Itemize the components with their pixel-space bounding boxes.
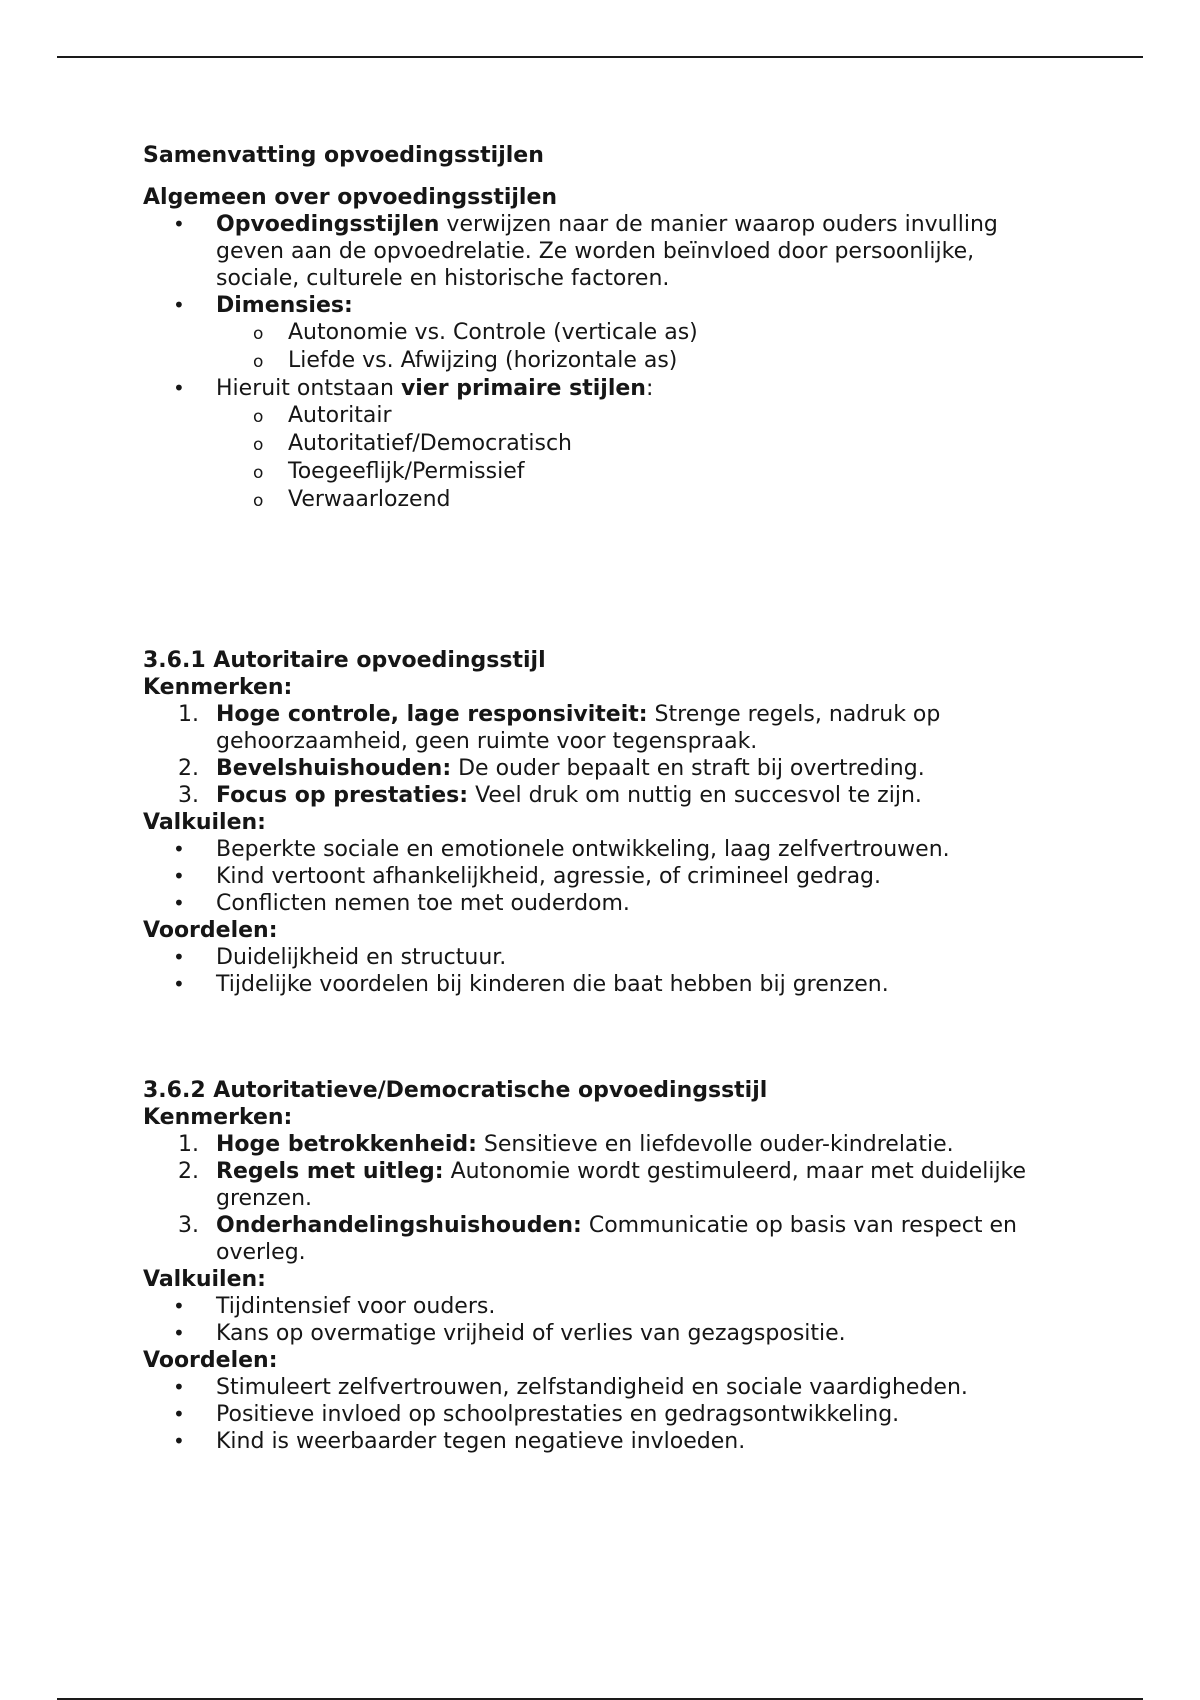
section-3-6-1 <box>143 647 1043 998</box>
kenmerk-item <box>143 755 1043 782</box>
bullet-marker: • <box>173 837 185 861</box>
bullet-marker: • <box>173 891 185 915</box>
kenmerken-label: Kenmerken: <box>143 1105 293 1130</box>
bullet-marker: • <box>173 1294 185 1318</box>
sub-marker: o <box>253 491 264 511</box>
bullet-marker: • <box>173 376 185 400</box>
bullet-text: Hieruit ontstaan <box>216 376 401 401</box>
valkuil-text: Tijdintensief voor ouders. <box>216 1294 496 1319</box>
bullet-marker: • <box>173 1375 185 1399</box>
kenmerk-text: overleg. <box>216 1240 306 1265</box>
term-vier-stijlen: vier primaire stijlen <box>400 376 646 401</box>
voordeel-item <box>143 1374 1043 1401</box>
sub-list-item <box>143 458 1043 486</box>
kenmerk-term: Regels met uitleg: <box>216 1159 444 1184</box>
document-title: Samenvatting opvoedingsstijlen <box>143 143 544 168</box>
kenmerk-item <box>143 1212 1043 1266</box>
valkuil-text: Conflicten nemen toe met ouderdom. <box>216 891 630 916</box>
list-number: 3. <box>178 783 199 808</box>
sub-list-item <box>143 402 1043 430</box>
list-number: 3. <box>178 1213 199 1238</box>
bullet-marker: • <box>173 1321 185 1345</box>
bullet-marker: • <box>173 293 185 317</box>
valkuil-item <box>143 1320 1043 1347</box>
kenmerk-text: Sensitieve en liefdevolle ouder-kindrelatie. <box>476 1132 954 1157</box>
kenmerk-term: Focus op prestaties: <box>216 783 469 808</box>
term-dimensies: Dimensies: <box>216 293 353 318</box>
algemeen-heading: Algemeen over opvoedingsstijlen <box>143 185 558 210</box>
valkuil-item <box>143 836 1043 863</box>
kenmerk-item <box>143 1158 1043 1212</box>
algemeen-bullet-stijlen <box>143 375 1043 402</box>
valkuil-item <box>143 1293 1043 1320</box>
list-number: 1. <box>178 702 199 727</box>
sub-list-item <box>143 347 1043 375</box>
kenmerk-item <box>143 701 1043 755</box>
algemeen-bullet-definition <box>143 211 1043 292</box>
definition-text: sociale, culturele en historische factoren. <box>216 266 670 291</box>
kenmerk-term: Hoge betrokkenheid: <box>216 1132 477 1157</box>
voordelen-label: Voordelen: <box>143 918 278 943</box>
kenmerk-term: Bevelshuishouden: <box>216 756 452 781</box>
bullet-marker: • <box>173 945 185 969</box>
valkuil-item <box>143 890 1043 917</box>
list-number: 2. <box>178 1159 199 1184</box>
sub-item-text: Toegeeflijk/Permissief <box>288 459 525 484</box>
kenmerk-item <box>143 1131 1043 1158</box>
voordeel-text: Positieve invloed op schoolprestaties en gedragsontwikkeling. <box>216 1402 900 1427</box>
sub-item-text: Liefde vs. Afwijzing (horizontale as) <box>288 348 678 373</box>
kenmerk-term: Hoge controle, lage responsiviteit: <box>216 702 648 727</box>
sub-item-text: Autonomie vs. Controle (verticale as) <box>288 320 698 345</box>
valkuil-item <box>143 863 1043 890</box>
bullet-marker: • <box>173 864 185 888</box>
list-number: 1. <box>178 1132 199 1157</box>
sub-marker: o <box>253 463 264 483</box>
voordeel-item <box>143 971 1043 998</box>
sub-marker: o <box>253 352 264 372</box>
algemeen-bullet-dimensies <box>143 292 1043 319</box>
section-heading: 3.6.2 Autoritatieve/Democratische opvoedingsstijl <box>143 1078 768 1103</box>
sub-marker: o <box>253 324 264 344</box>
term-opvoedingsstijlen: Opvoedingsstijlen <box>216 212 440 237</box>
valkuil-text: Beperkte sociale en emotionele ontwikkeling, laag zelfvertrouwen. <box>216 837 950 862</box>
valkuil-text: Kind vertoont afhankelijkheid, agressie, of crimineel gedrag. <box>216 864 882 889</box>
bullet-marker: • <box>173 212 185 236</box>
definition-text: geven aan de opvoedrelatie. Ze worden beïnvloed door persoonlijke, <box>216 239 975 264</box>
voordelen-label: Voordelen: <box>143 1348 278 1373</box>
bullet-marker: • <box>173 1429 185 1453</box>
bullet-marker: • <box>173 1402 185 1426</box>
sub-item-text: Autoritatief/Democratisch <box>288 431 573 456</box>
sub-list-item <box>143 430 1043 458</box>
voordeel-text: Duidelijkheid en structuur. <box>216 945 507 970</box>
kenmerk-term: Onderhandelingshuishouden: <box>216 1213 582 1238</box>
intro-section <box>143 142 1043 514</box>
bullet-marker: • <box>173 972 185 996</box>
kenmerk-text: Veel druk om nuttig en succesvol te zijn. <box>468 783 922 808</box>
section-heading: 3.6.1 Autoritaire opvoedingsstijl <box>143 648 546 673</box>
voordeel-item <box>143 1428 1043 1455</box>
sub-marker: o <box>253 407 264 427</box>
valkuil-text: Kans op overmatige vrijheid of verlies van gezagspositie. <box>216 1321 846 1346</box>
voordeel-item <box>143 1401 1043 1428</box>
list-number: 2. <box>178 756 199 781</box>
sub-item-text: Autoritair <box>288 403 392 428</box>
kenmerken-label: Kenmerken: <box>143 675 293 700</box>
sub-item-text: Verwaarlozend <box>288 487 451 512</box>
voordeel-item <box>143 944 1043 971</box>
sub-list-item <box>143 486 1043 514</box>
voordeel-text: Stimuleert zelfvertrouwen, zelfstandigheid en sociale vaardigheden. <box>216 1375 968 1400</box>
definition-text: verwijzen naar de manier waarop ouders invulling <box>439 212 998 237</box>
sub-list-item <box>143 319 1043 347</box>
kenmerk-text: Autonomie wordt gestimuleerd, maar met duidelijke <box>443 1159 1027 1184</box>
kenmerk-text: Strenge regels, nadruk op <box>647 702 941 727</box>
valkuilen-label: Valkuilen: <box>143 1267 266 1292</box>
kenmerk-item <box>143 782 1043 809</box>
kenmerk-text: De ouder bepaalt en straft bij overtreding. <box>451 756 925 781</box>
section-3-6-2 <box>143 1077 1043 1455</box>
kenmerk-text: Communicatie op basis van respect en <box>581 1213 1017 1238</box>
bullet-text: : <box>645 376 654 401</box>
sub-marker: o <box>253 435 264 455</box>
voordeel-text: Tijdelijke voordelen bij kinderen die baat hebben bij grenzen. <box>216 972 889 997</box>
valkuilen-label: Valkuilen: <box>143 810 266 835</box>
kenmerk-text: gehoorzaamheid, geen ruimte voor tegenspraak. <box>216 729 758 754</box>
kenmerk-text: grenzen. <box>216 1186 313 1211</box>
voordeel-text: Kind is weerbaarder tegen negatieve invloeden. <box>216 1429 746 1454</box>
header-rule <box>57 56 1143 58</box>
